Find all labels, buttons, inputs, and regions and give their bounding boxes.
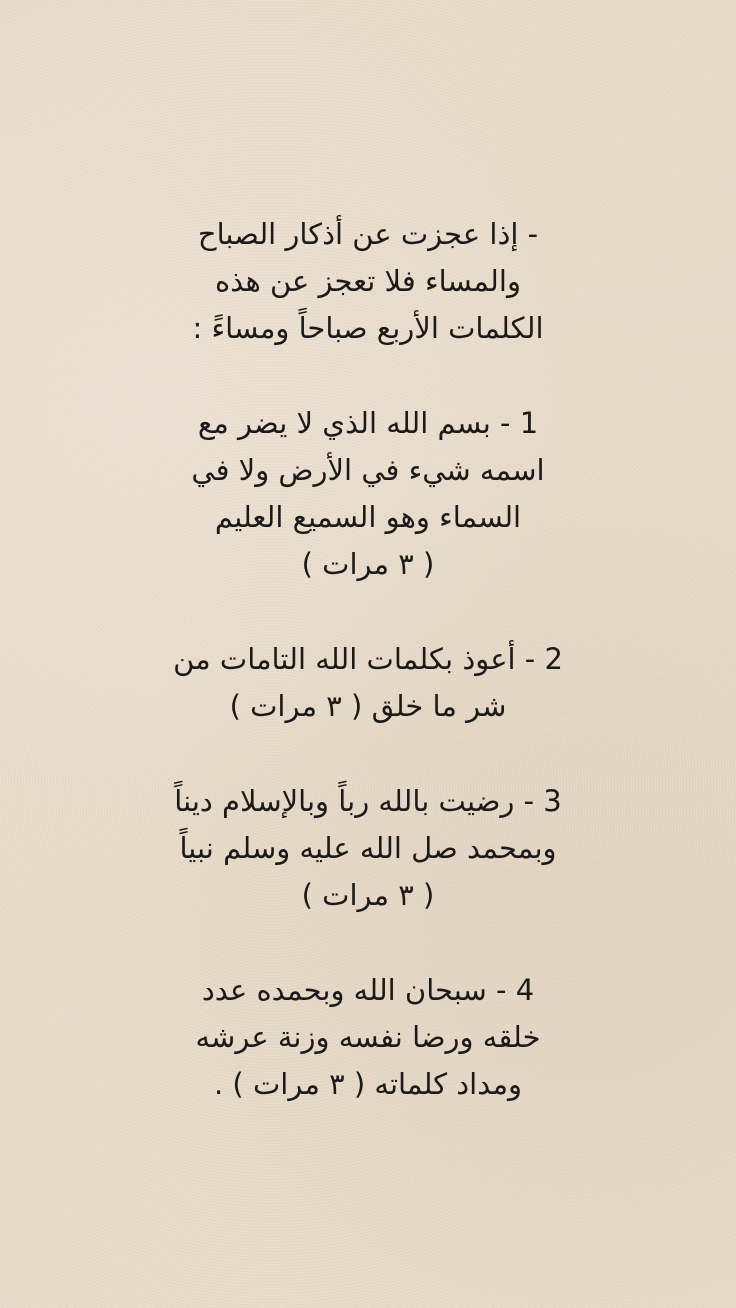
text-line: 4 - سبحان الله وبحمده عدد — [201, 973, 535, 1007]
text-line: والمساء فلا تعجز عن هذه — [215, 264, 521, 298]
text-line: ( ٣ مرات ) — [301, 547, 435, 581]
text-line: شر ما خلق ( ٣ مرات ) — [229, 689, 507, 723]
text-line: 2 - أعوذ بكلمات الله التامات من — [173, 642, 563, 676]
text-line: - إذا عجزت عن أذكار الصباح — [197, 217, 539, 251]
dhikr-2 — [0, 636, 736, 730]
text-line: وبمحمد صل الله عليه وسلم نبياً — [179, 831, 557, 865]
text-line: ( ٣ مرات ) — [301, 878, 435, 912]
dhikr-4 — [0, 967, 736, 1108]
adhkar-text — [0, 211, 736, 1156]
text-line: 3 - رضيت بالله رباً وبالإسلام ديناً — [174, 784, 562, 818]
text-line: السماء وهو السميع العليم — [214, 500, 522, 534]
text-line: اسمه شيء في الأرض ولا في — [191, 453, 545, 487]
intro-paragraph — [0, 211, 736, 352]
text-line: خلقه ورضا نفسه وزنة عرشه — [195, 1020, 541, 1054]
text-line: ومداد كلماته ( ٣ مرات ) . — [214, 1067, 522, 1101]
dhikr-3 — [0, 778, 736, 919]
text-line: الكلمات الأربع صباحاً ومساءً : — [192, 311, 544, 345]
dhikr-1 — [0, 400, 736, 588]
text-line: 1 - بسم الله الذي لا يضر مع — [197, 406, 539, 440]
